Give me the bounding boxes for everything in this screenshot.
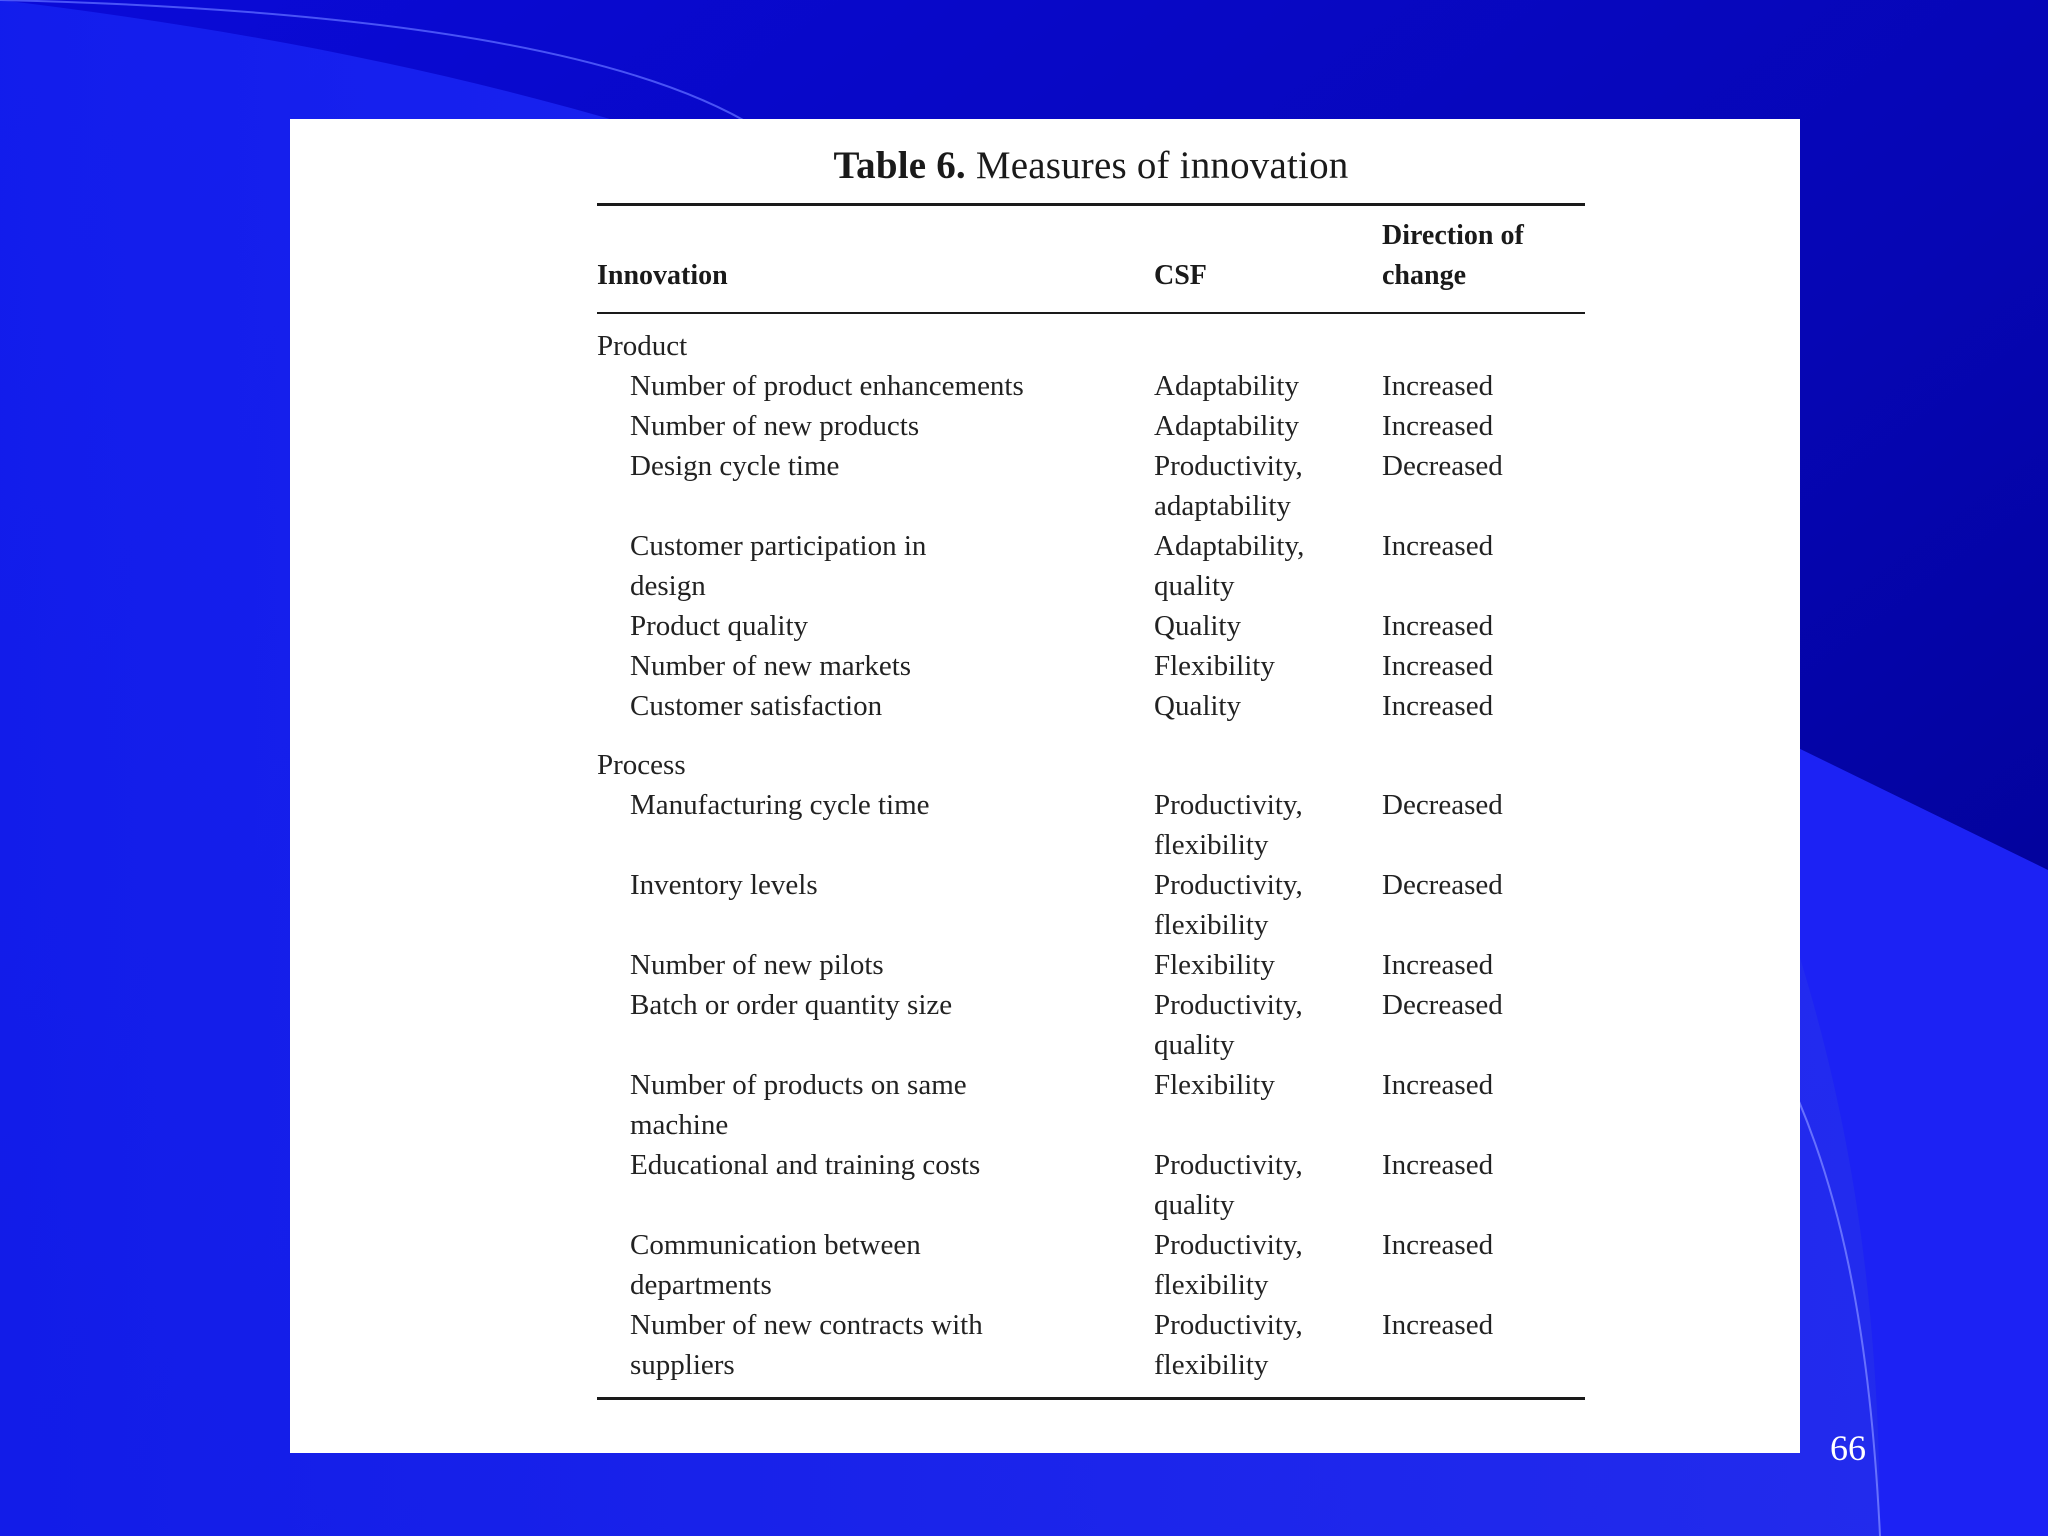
table-row bbox=[597, 406, 1585, 446]
header-direction-line1: Direction of bbox=[1382, 220, 1524, 251]
table-row bbox=[597, 1065, 1585, 1145]
innovation-text: Communication between bbox=[630, 1229, 921, 1261]
cell-direction bbox=[1382, 646, 1585, 686]
innovation-text: machine bbox=[630, 1109, 729, 1141]
innovation-text: design bbox=[630, 570, 706, 602]
table-row bbox=[597, 985, 1585, 1065]
direction-text: Increased bbox=[1382, 370, 1494, 402]
cell-innovation bbox=[597, 606, 1154, 646]
csf-text: Productivity, bbox=[1154, 450, 1303, 482]
cell-innovation bbox=[597, 1305, 1154, 1385]
table-row bbox=[597, 606, 1585, 646]
cell-csf bbox=[1154, 366, 1382, 406]
csf-text: flexibility bbox=[1154, 1349, 1269, 1381]
innovation-text: Number of new products bbox=[630, 410, 920, 442]
csf-text: quality bbox=[1154, 1189, 1235, 1221]
direction-text: Increased bbox=[1382, 650, 1494, 682]
direction-text: Increased bbox=[1382, 1149, 1494, 1181]
cell-innovation bbox=[597, 1145, 1154, 1225]
header-direction bbox=[1382, 216, 1592, 296]
innovation-text: departments bbox=[630, 1269, 772, 1301]
direction-text: Increased bbox=[1382, 1229, 1494, 1261]
table-caption: Measures of innovation bbox=[975, 144, 1349, 187]
cell-innovation bbox=[597, 526, 1154, 606]
top-rule bbox=[597, 203, 1585, 206]
direction-text: Increased bbox=[1382, 530, 1494, 562]
innovation-text: Customer participation in bbox=[630, 530, 927, 562]
csf-text: Adaptability bbox=[1154, 370, 1299, 402]
csf-text: Productivity, bbox=[1154, 869, 1303, 901]
csf-text: flexibility bbox=[1154, 1269, 1269, 1301]
csf-text: Productivity, bbox=[1154, 1309, 1303, 1341]
direction-text: Increased bbox=[1382, 1069, 1494, 1101]
table-row bbox=[597, 1305, 1585, 1385]
table-number: Table 6. bbox=[833, 144, 966, 187]
csf-text: Productivity, bbox=[1154, 789, 1303, 821]
header-rule bbox=[597, 312, 1585, 314]
cell-direction bbox=[1382, 1065, 1585, 1145]
cell-innovation bbox=[597, 1225, 1154, 1305]
csf-text: Quality bbox=[1154, 690, 1241, 722]
section-label: Process bbox=[597, 749, 686, 781]
direction-text: Increased bbox=[1382, 1309, 1494, 1341]
table-title bbox=[597, 143, 1585, 188]
section-gap bbox=[597, 726, 1585, 745]
csf-text: Flexibility bbox=[1154, 1069, 1275, 1101]
csf-text: Adaptability, bbox=[1154, 530, 1305, 562]
section-label: Product bbox=[597, 330, 688, 362]
csf-text: Quality bbox=[1154, 610, 1241, 642]
cell-innovation bbox=[597, 1065, 1154, 1145]
cell-csf bbox=[1154, 526, 1382, 606]
direction-text: Increased bbox=[1382, 690, 1494, 722]
cell-csf bbox=[1154, 446, 1382, 526]
innovation-text: Product quality bbox=[630, 610, 809, 642]
csf-text: flexibility bbox=[1154, 909, 1269, 941]
innovation-text: Manufacturing cycle time bbox=[630, 789, 930, 821]
cell-csf bbox=[1154, 406, 1382, 446]
csf-text: adaptability bbox=[1154, 490, 1291, 522]
csf-text: quality bbox=[1154, 1029, 1235, 1061]
cell-csf bbox=[1154, 1145, 1382, 1225]
cell-innovation bbox=[597, 686, 1154, 726]
direction-text: Increased bbox=[1382, 610, 1494, 642]
csf-text: Flexibility bbox=[1154, 949, 1275, 981]
cell-direction bbox=[1382, 526, 1585, 606]
innovation-text: Number of new markets bbox=[630, 650, 912, 682]
cell-direction bbox=[1382, 686, 1585, 726]
cell-direction bbox=[1382, 1225, 1585, 1305]
cell-innovation bbox=[597, 406, 1154, 446]
table-row bbox=[597, 1225, 1585, 1305]
innovation-text: Customer satisfaction bbox=[630, 690, 883, 722]
cell-csf bbox=[1154, 785, 1382, 865]
direction-text: Decreased bbox=[1382, 869, 1503, 901]
cell-innovation bbox=[597, 646, 1154, 686]
innovation-text: Number of new contracts with bbox=[630, 1309, 983, 1341]
innovation-text: Educational and training costs bbox=[630, 1149, 981, 1181]
table-row bbox=[597, 686, 1585, 726]
cell-direction bbox=[1382, 406, 1585, 446]
cell-innovation bbox=[597, 985, 1154, 1065]
cell-innovation bbox=[597, 785, 1154, 865]
cell-csf bbox=[1154, 1225, 1382, 1305]
csf-text: flexibility bbox=[1154, 829, 1269, 861]
cell-direction bbox=[1382, 985, 1585, 1065]
header-innovation: Innovation bbox=[597, 260, 728, 291]
cell-csf bbox=[1154, 646, 1382, 686]
cell-direction bbox=[1382, 446, 1585, 526]
innovation-text: Batch or order quantity size bbox=[630, 989, 953, 1021]
cell-csf bbox=[1154, 865, 1382, 945]
cell-direction bbox=[1382, 865, 1585, 945]
cell-direction bbox=[1382, 1305, 1585, 1385]
cell-innovation bbox=[597, 366, 1154, 406]
table-row bbox=[597, 526, 1585, 606]
table-row bbox=[597, 446, 1585, 526]
cell-direction bbox=[1382, 785, 1585, 865]
page-number: 66 bbox=[1830, 1428, 1866, 1468]
direction-text: Decreased bbox=[1382, 450, 1503, 482]
csf-text: Adaptability bbox=[1154, 410, 1299, 442]
cell-csf bbox=[1154, 606, 1382, 646]
table-row bbox=[597, 366, 1585, 406]
cell-csf bbox=[1154, 945, 1382, 985]
table-row bbox=[597, 785, 1585, 865]
table-row bbox=[597, 945, 1585, 985]
innovation-text: Number of product enhancements bbox=[630, 370, 1024, 402]
table-row bbox=[597, 1145, 1585, 1225]
direction-text: Increased bbox=[1382, 410, 1494, 442]
innovation-text: Number of new pilots bbox=[630, 949, 884, 981]
cell-csf bbox=[1154, 1305, 1382, 1385]
direction-text: Decreased bbox=[1382, 989, 1503, 1021]
innovation-text: suppliers bbox=[630, 1349, 735, 1381]
table-row bbox=[597, 646, 1585, 686]
table-panel bbox=[290, 119, 1800, 1453]
csf-text: Productivity, bbox=[1154, 989, 1303, 1021]
cell-innovation bbox=[597, 865, 1154, 945]
csf-text: quality bbox=[1154, 570, 1235, 602]
header-direction-line2: change bbox=[1382, 260, 1466, 291]
header-csf: CSF bbox=[1154, 260, 1207, 291]
cell-csf bbox=[1154, 1065, 1382, 1145]
innovation-text: Design cycle time bbox=[630, 450, 840, 482]
innovation-text: Number of products on same bbox=[630, 1069, 967, 1101]
csf-text: Productivity, bbox=[1154, 1229, 1303, 1261]
table-row bbox=[597, 865, 1585, 945]
csf-text: Flexibility bbox=[1154, 650, 1275, 682]
cell-direction bbox=[1382, 366, 1585, 406]
cell-direction bbox=[1382, 606, 1585, 646]
cell-direction bbox=[1382, 945, 1585, 985]
direction-text: Decreased bbox=[1382, 789, 1503, 821]
cell-csf bbox=[1154, 985, 1382, 1065]
cell-innovation bbox=[597, 446, 1154, 526]
cell-innovation bbox=[597, 945, 1154, 985]
table-body bbox=[597, 326, 1585, 1385]
innovation-text: Inventory levels bbox=[630, 869, 818, 901]
cell-direction bbox=[1382, 1145, 1585, 1225]
csf-text: Productivity, bbox=[1154, 1149, 1303, 1181]
direction-text: Increased bbox=[1382, 949, 1494, 981]
cell-csf bbox=[1154, 686, 1382, 726]
bottom-rule bbox=[597, 1397, 1585, 1400]
